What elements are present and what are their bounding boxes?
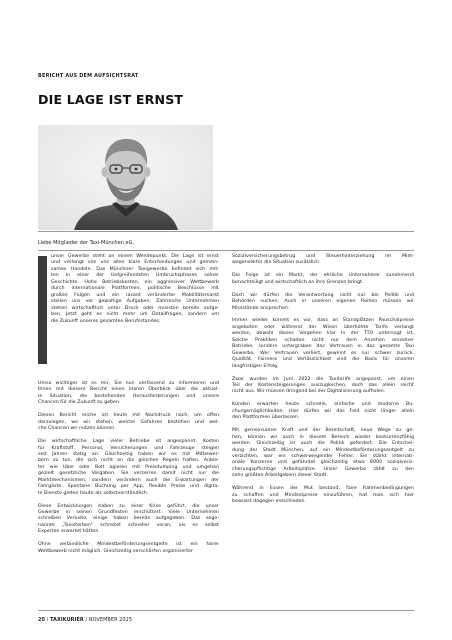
paragraph xyxy=(232,486,414,505)
text-line: den Plattformen überlassen. xyxy=(232,415,300,421)
text-line: Qualität, Fairness und Verlässlichkeit sind die Basis für unseren xyxy=(232,357,414,363)
author-photo xyxy=(38,125,213,230)
text-line: Ohne verbindliche Mindestbeförderungsentgelte ist ein fairer xyxy=(38,542,219,548)
issue-date: NOVEMBER 2025 xyxy=(88,617,133,623)
text-line: Diesen Bericht reiche ich heute mit Nachdruck nach, um offen xyxy=(38,413,219,419)
text-line: Solche Praktiken schaden nicht nur dem Ansehen einzelner xyxy=(232,337,414,343)
text-line: Die wirtschaftliche Lage vieler Betriebe ist angespannt. Kosten xyxy=(38,439,219,445)
text-line: werden, obwohl dieses Vorgehen klar in der TTO untersagt ist. xyxy=(232,331,414,337)
paragraph xyxy=(232,273,414,286)
text-line: durch internationale Plattformen, politische Beschlüsse mit xyxy=(51,286,219,292)
paragraph xyxy=(232,402,414,421)
text-line: bewusst dagegen entschieden. xyxy=(232,499,307,505)
text-line: die Zukunft unseres gesamten Berufsstandes. xyxy=(51,318,161,324)
text-line: Betriebe, sondern untergraben das Vertrauen in das gesamte Taxi xyxy=(232,344,414,350)
right-column xyxy=(232,254,414,506)
text-line: gezielt gesetzliche Vorgaben. Sie verzerren damit nicht nur die xyxy=(38,471,219,477)
text-line: Kunden erwarten heute schnelle, einfache und moderne Bu- xyxy=(232,402,414,408)
text-line: onale Konzerne und gefährdet gleichzeitig etwa 6000 sozialversi- xyxy=(232,460,414,466)
text-line: großen Folgen und ein rasant veränderter Mobilitätsmarkt xyxy=(51,292,219,298)
text-line: werden. Gleichzeitig ist auch die Politik gefordert. Die Entschei- xyxy=(232,441,414,447)
article-title: DIE LAGE IST ERNST xyxy=(38,92,184,107)
text-line: Diese Entwicklungen haben zu einer Krise geführt, die unser xyxy=(38,503,219,509)
text-line: bern zu tun, die sich nicht an die gleichen Regeln halten. Anbie- xyxy=(38,458,219,464)
text-line: darzulegen, wo wir stehen, welche Gefahren bestehen und wel- xyxy=(38,419,219,425)
text-line: benachteiligt und wirtschaftlich an ihre Grenzen bringt. xyxy=(232,279,364,285)
paragraph xyxy=(232,254,414,267)
text-line: seit Jahren stetig an. Gleichzeitig haben wir es mit Mitbewer- xyxy=(38,451,219,457)
left-column xyxy=(38,381,219,555)
text-line: Immer wieder kommt es vor, dass an Standplätzen Pauschalpreise xyxy=(232,318,414,324)
text-line: Experten erwartet hätten. xyxy=(38,529,100,535)
text-line: ter wie Uber oder Bolt agieren mit Preisdumping und umgehen xyxy=(38,464,219,470)
author-portrait xyxy=(38,125,213,230)
text-line: schreiben Verluste, einige haben bereits aufgegeben. Das soge- xyxy=(38,516,219,522)
text-line: hen, können wir auch in diesem Bereich wieder konkurrenzfähig xyxy=(232,434,414,440)
text-line: ten in einer der tiefgreifendsten Umbruchsphasen seiner xyxy=(51,273,219,279)
text-line: für Kraftstoff, Personal, Versicherungen und Fahrzeuge steigen xyxy=(38,445,219,451)
paragraph xyxy=(232,428,414,480)
text-line: Umso wichtiger ist es mir, Sie nun umfassend zu informieren und xyxy=(38,381,219,386)
greeting: Liebe Mitglieder der Taxi-München eG, xyxy=(38,240,134,246)
page-number: 20 xyxy=(38,617,46,623)
text-line: stehen wirtschaftlich unter Druck oder mussten bereits aufge- xyxy=(51,305,219,311)
text-line: Wettbewerb nicht möglich. Gleichzeitig verschärfen organisierter xyxy=(38,548,193,554)
text-line: Sozialversicherungsbetrug und Steuerhinterziehung im Miet- xyxy=(232,254,414,259)
text-line: Die Folge ist ein Markt, der ehrliche Unternehmer zunehmend xyxy=(232,273,414,279)
text-line: che Chancen wir nutzen können. xyxy=(38,426,116,432)
paragraph xyxy=(38,439,219,497)
paragraph xyxy=(38,504,219,536)
text-line: dung der Stadt München, auf ein Mindestbeförderungsentgelt zu xyxy=(232,447,414,453)
text-line: Fahrgäste. Spontane Buchung per App, flexible Preise und digita- xyxy=(38,484,219,490)
magazine-name: TAXIKURIER xyxy=(50,617,84,623)
text-line: nannte „Taxisterben" schreitet schneller voran, als es selbst xyxy=(38,522,219,528)
text-line: Zwar wurden im Juni 2022 die Taxitarife angepasst, um einen xyxy=(232,376,414,382)
text-line: Doch wir dürfen die Verantwortung nicht nur bei Politik und xyxy=(232,292,414,298)
photo-divider xyxy=(38,231,414,232)
lead-column xyxy=(51,254,219,325)
text-line: wagensektor die Situation zusätzlich. xyxy=(232,260,321,266)
paragraph xyxy=(38,413,219,432)
text-line: le Dienste gelten heute als selbstverständlich. xyxy=(38,490,149,496)
text-line: Mit gemeinsamer Kraft und der Bereitschaft, neue Wege zu ge- xyxy=(232,428,414,434)
text-line: Während in Essen der Mut bestand, faire Rahmenbedingungen xyxy=(232,486,414,492)
text-line: Ihnen mit diesem Bericht einen klaren Überblick über die aktuel- xyxy=(38,387,219,393)
paragraph xyxy=(232,318,414,370)
text-line: le Situation, die bestehenden Herausforderungen und unsere xyxy=(38,393,219,399)
text-line: Chancen für die Zukunft zu geben. xyxy=(38,400,121,406)
paragraph xyxy=(38,381,219,407)
text-line: Gewerbe in seinen Grundfesten erschüttert. Viele Unternehmen xyxy=(38,510,219,516)
footer-separator: / xyxy=(85,617,88,623)
lead-bar xyxy=(38,256,47,364)
kicker: BERICHT AUS DEM AUFSICHTSRAT xyxy=(38,73,139,79)
footer-divider xyxy=(38,610,414,611)
greeting-divider xyxy=(38,250,414,251)
text-line: Missstände ansprechen. xyxy=(232,305,290,311)
text-line: sames Handeln. Das Münchner Taxigewerbe befindet sich mit- xyxy=(51,266,219,272)
paragraph xyxy=(232,377,414,396)
text-line: stellen uns vor gewaltige Aufgaben. Zahlreiche Unternehmen xyxy=(51,299,219,305)
text-line: nicht aus. Wir müssen dringend bei der Digitalisierung aufholen. xyxy=(232,389,386,395)
footer xyxy=(38,617,132,623)
text-line: Gewerbe. Wer Vertrauen verliert, gewinnt es nur schwer zurück. xyxy=(232,350,414,356)
paragraph xyxy=(38,542,219,555)
text-line: unser Gewerbe steht an einem Wendepunkt. Die Lage ist ernst xyxy=(51,254,219,259)
text-line: chungsmöglichkeiten. Hier dürfen wir das Feld nicht länger allein xyxy=(232,408,414,414)
text-line: zehn größten Arbeitgebern dieser Stadt. xyxy=(232,473,328,479)
text-line: Geschichte. Hohe Betriebskosten, ein aggressiver Wettbewerb xyxy=(51,279,219,285)
text-line: und verlangt von uns allen klare Entscheidungen und gemein- xyxy=(51,260,219,266)
text-line: cherungspflichtige Arbeitsplätze. Unser Gewerbe zählt zu den xyxy=(232,466,414,472)
text-line: ben. Jetzt geht es nicht mehr um Detailfragen, sondern um xyxy=(51,312,219,318)
text-line: Teil der Kostensteigerungen auszugleichen, doch das allein reicht xyxy=(232,383,414,388)
footer-separator: / xyxy=(46,617,49,623)
paragraph xyxy=(232,293,414,312)
text-line: angeboten oder während der Wiesn überhöhte Tarife verlangt xyxy=(232,324,414,330)
paragraph xyxy=(51,254,219,325)
text-line: Marktmechanismen, sondern verändern auch die Erwartungen der xyxy=(38,477,219,483)
text-line: langfristigen Erfolg. xyxy=(232,363,279,369)
text-line: zu schaffen und Mindestpreise einzuführen, hat man sich hier xyxy=(232,492,414,498)
text-line: Behörden suchen. Auch in unseren eigenen Reihen müssen wir xyxy=(232,299,414,305)
text-line: verzichten, war ein schwerwiegender Fehler. Sie stärkt internati- xyxy=(232,453,414,459)
